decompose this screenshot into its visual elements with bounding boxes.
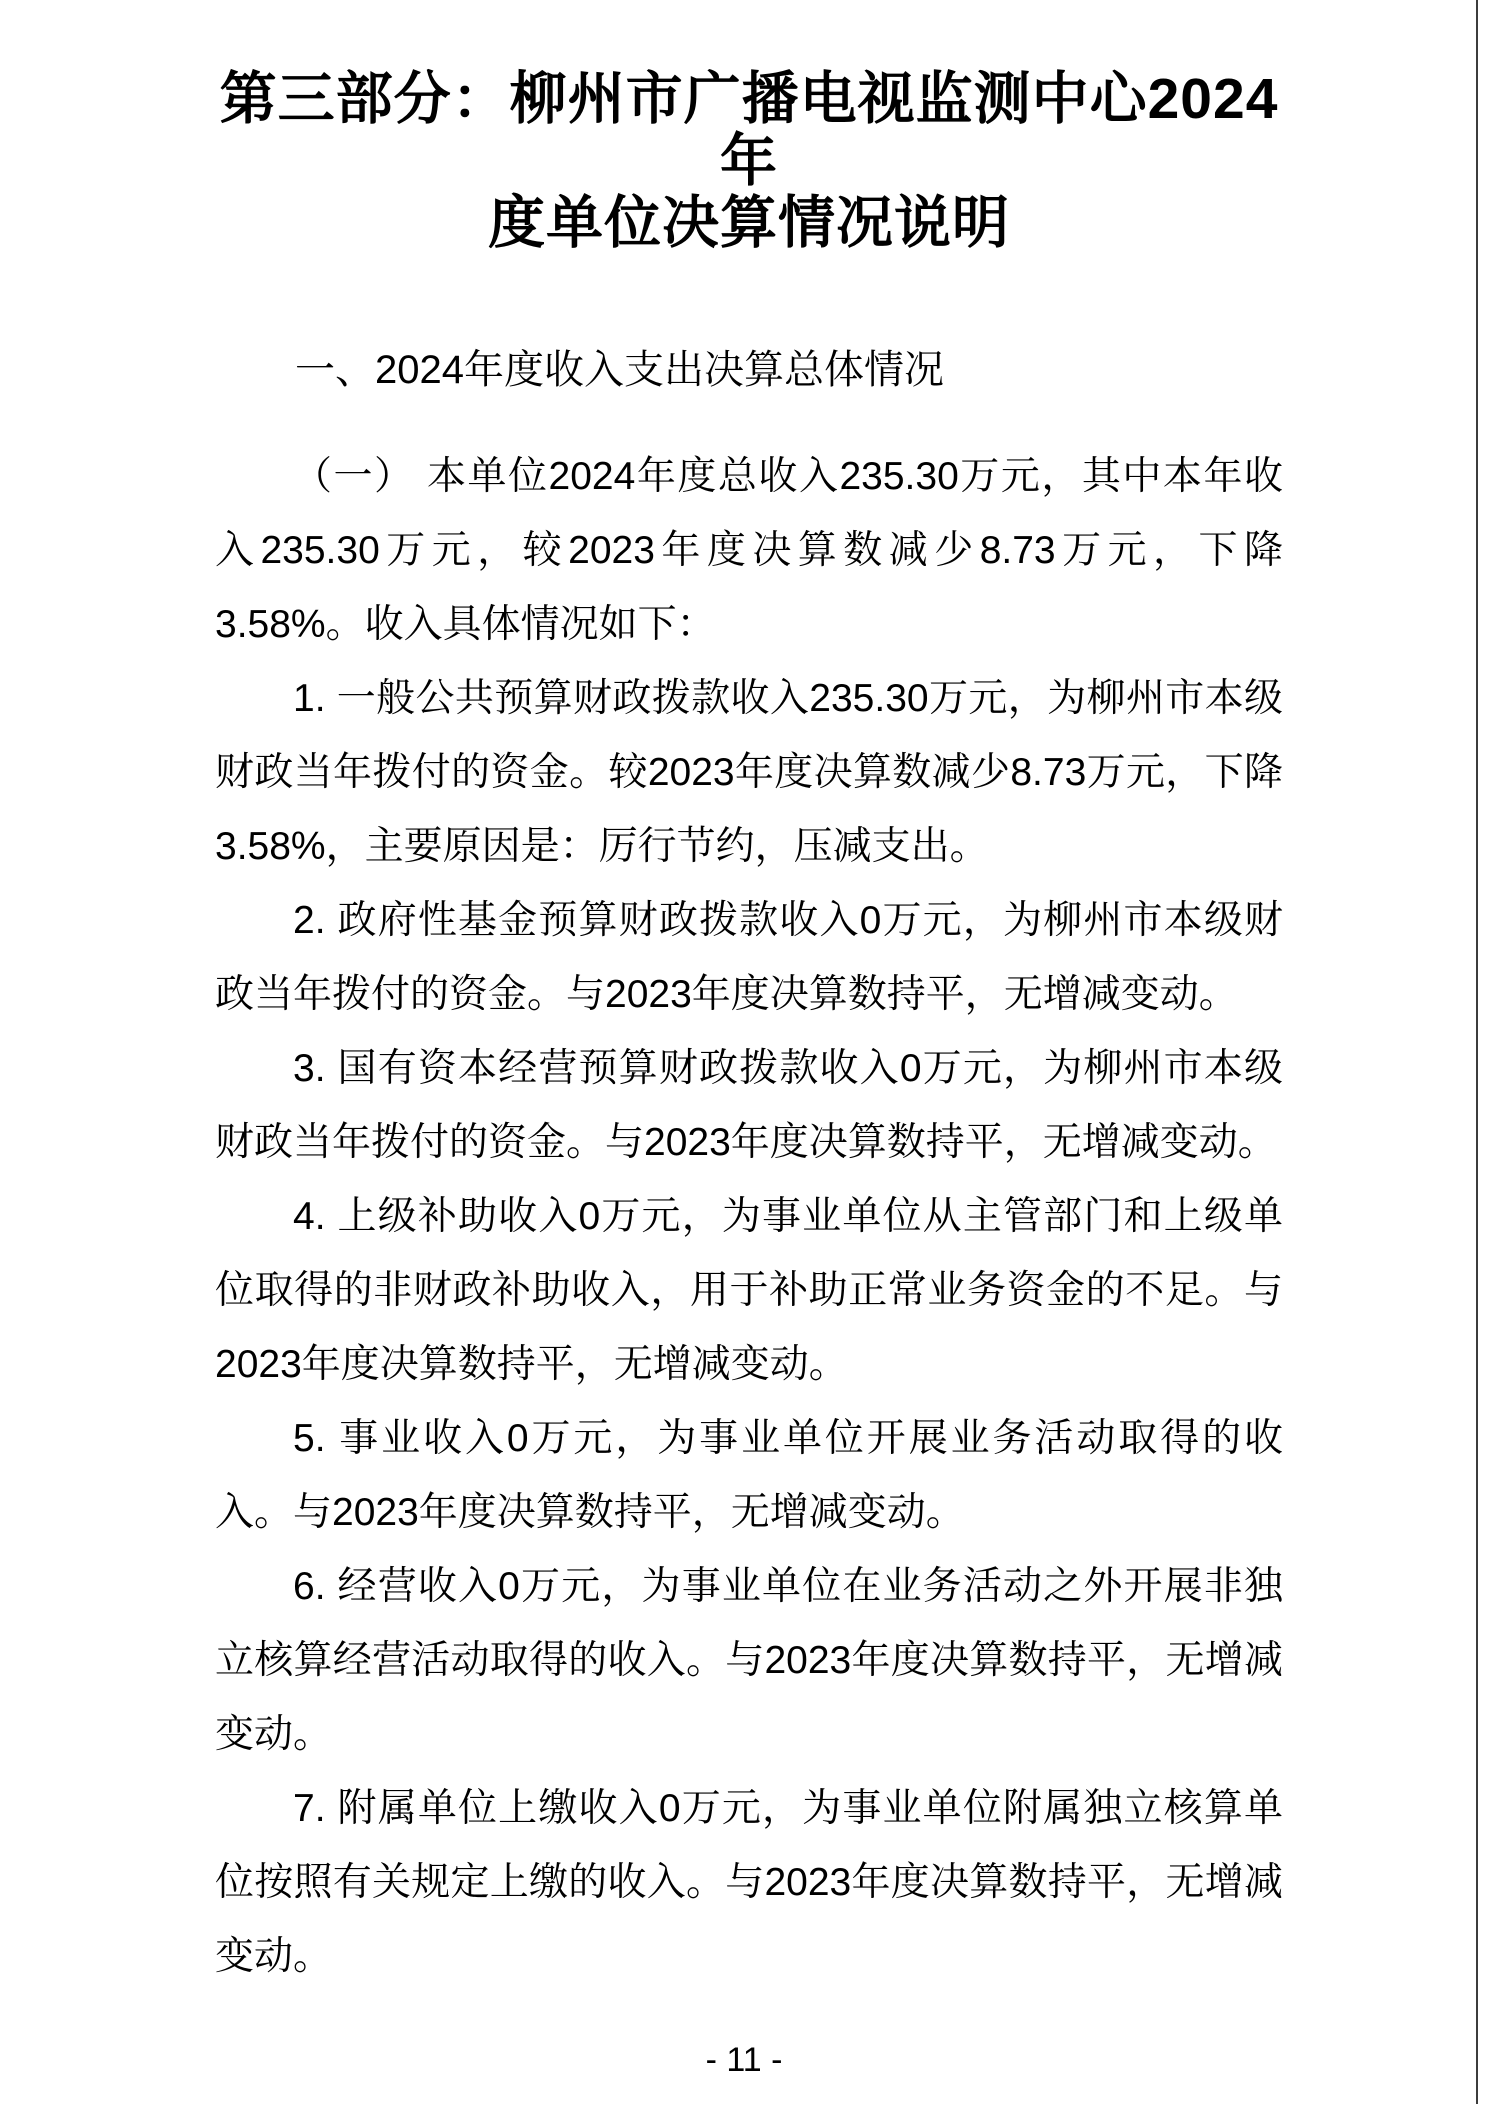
paragraph-overview: （一） 本单位2024年度总收入235.30万元，其中本年收入235.30万元，较2023年度决算数减少8.73万元，下降3.58%。收入具体情况如下： [215, 455, 1283, 646]
document-title-line-2: 度单位决算情况说明 [488, 191, 1010, 255]
paragraph-item-5-institutional-income: 5. 事业收入0万元，为事业单位开展业务活动取得的收入。与2023年度决算数持平，无增减变动。 [215, 1417, 1283, 1534]
document-content [215, 0, 1283, 1994]
paragraph-item-2-government-fund-budget: 2. 政府性基金预算财政拨款收入0万元，为柳州市本级财政当年拨付的资金。与2023年度决算数持平，无增减变动。 [215, 899, 1283, 1016]
paragraph-item-4-superior-subsidy-income: 4. 上级补助收入0万元，为事业单位从主管部门和上级单位取得的非财政补助收入，用于补助正常业务资金的不足。与2023年度决算数持平，无增减变动。 [215, 1195, 1283, 1386]
page-number: - 11 - [705, 2041, 783, 2079]
page-edge-line [1476, 0, 1478, 2104]
document-body [215, 440, 1283, 1994]
paragraph-item-3-state-capital-budget: 3. 国有资本经营预算财政拨款收入0万元，为柳州市本级财政当年拨付的资金。与2023年度决算数持平，无增减变动。 [215, 1047, 1283, 1164]
paragraph-item-1-general-public-budget: 1. 一般公共预算财政拨款收入235.30万元，为柳州市本级财政当年拨付的资金。较2023年度决算数减少8.73万元，下降3.58%，主要原因是：厉行节约，压减支出。 [215, 677, 1283, 868]
paragraph-item-7-affiliated-unit-income: 7. 附属单位上缴收入0万元，为事业单位附属独立核算单位按照有关规定上缴的收入。与2023年度决算数持平，无增减变动。 [215, 1787, 1283, 1978]
document-title [215, 0, 1283, 254]
document-title-line-1: 第三部分：柳州市广播电视监测中心2024年 [219, 67, 1279, 193]
section-heading: 一、2024年度收入支出决算总体情况 [295, 348, 944, 392]
paragraph-item-6-operating-income: 6. 经营收入0万元，为事业单位在业务活动之外开展非独立核算经营活动取得的收入。与2023年度决算数持平，无增减变动。 [215, 1565, 1283, 1756]
